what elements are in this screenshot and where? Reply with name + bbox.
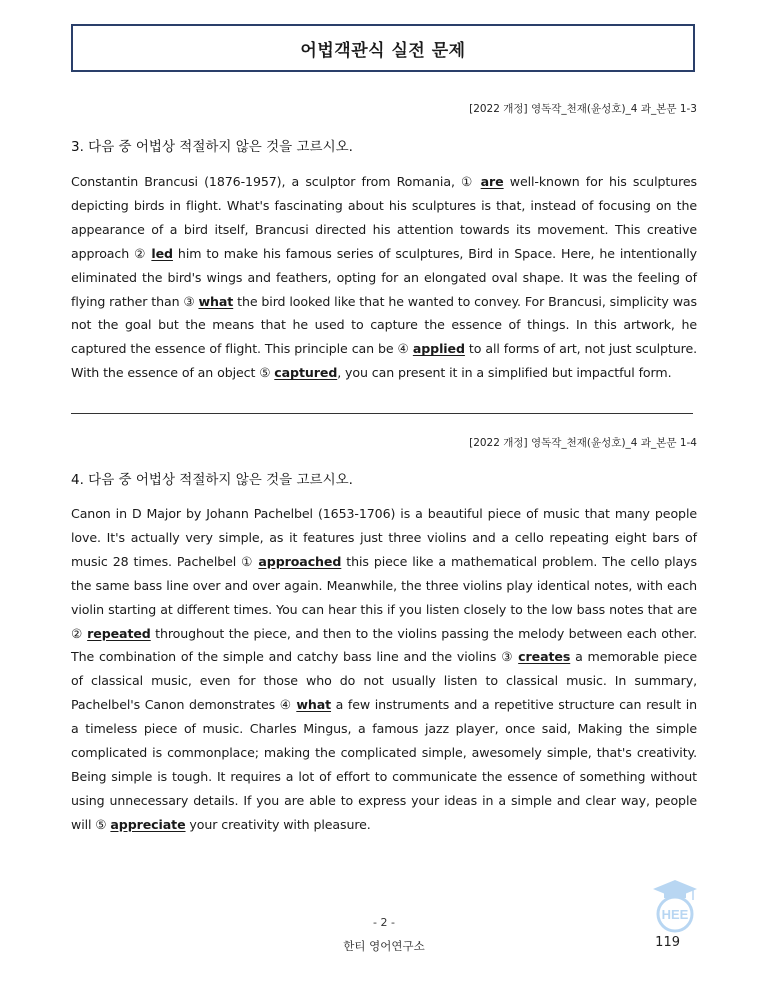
- title-box: [71, 24, 695, 72]
- passage-text: a few instruments and a repetitive structure can result in a timeless piece of music. Charles Mingus, a famous jazz player, once said, Making the simple complicated is commonplace; making the complicated simple, awesomely simple, that's creativity. Being simple is tough. It requires a lot of effort to communicate the essence of something without using unnecessary details. If you are able to express your ideas in a simple and clear way, people will ⑤: [71, 697, 697, 832]
- passage-text: a memorable piece of classical music, even for those who do not usually listen to classical music. In summary, Pachelbel's Canon demonstrates ④: [71, 649, 697, 713]
- footer-org: 한티 영어연구소: [343, 939, 425, 953]
- q4-passage: [71, 502, 697, 837]
- logo-text: HEE: [661, 907, 689, 922]
- passage-text: him to make his famous series of sculptures, Bird in Space. Here, he intentionally eliminated the bird's wings and feathers, opting for an elongated oval shape. It was the feeling of flying rather than ③: [71, 245, 697, 309]
- q3-source: [2022 개정] 영독작_천재(윤성호)_4 과_본문 1-3: [469, 103, 697, 115]
- underlined-word: repeated: [87, 625, 151, 641]
- underlined-word: creates: [518, 649, 571, 665]
- underlined-word: approached: [258, 553, 342, 569]
- page-title: 어법객관식 실전 문제: [300, 40, 466, 61]
- underlined-word: appreciate: [110, 816, 186, 832]
- underlined-word: applied: [412, 341, 465, 357]
- passage-text: well-known for his sculptures depicting birds in flight. What's fascinating about his sculptures is that, instead of focusing on the appearance of a bird itself, Brancusi directed his attention towards its movement. This creative approach ②: [71, 174, 697, 261]
- q3-question: 3. 다음 중 어법상 적절하지 않은 것을 고르시오.: [71, 139, 353, 155]
- passage-text: your creativity with pleasure.: [185, 816, 371, 832]
- underlined-word: led: [151, 245, 173, 261]
- underlined-word: what: [296, 697, 332, 713]
- underlined-word: captured: [274, 365, 338, 381]
- passage-text: throughout the piece, and then to the violins passing the melody between each other. The combination of the simple and catchy bass line and the violins ③: [71, 625, 697, 665]
- passage-text: the bird looked like that he wanted to convey. For Brancusi, simplicity was not the goal but the means that he used to capture the essence of things. In this artwork, he captured the essence of flight. This principle can be ④: [71, 293, 697, 357]
- passage-text: Constantin Brancusi (1876-1957), a sculptor from Romania, ①: [71, 174, 481, 189]
- page-number: - 2 -: [373, 916, 395, 929]
- passage-text: , you can present it in a simplified but impactful form.: [337, 365, 672, 381]
- passage-text: to all forms of art, not just sculpture. With the essence of an object ⑤: [71, 341, 697, 381]
- passage-text: this piece like a mathematical problem. The cello plays the same bass line over and over again. Meanwhile, the three violins play identical notes, with each violin starting at different times. You can hear this if you listen closely to the low bass notes that are ②: [71, 553, 697, 641]
- section-divider: [71, 413, 693, 414]
- passage-text: Canon in D Major by Johann Pachelbel (1653-1706) is a beautiful piece of music that many people love. It's actually very simple, as it features just three violins and a cello repeating eight bars of music 28 times. Pachelbel ①: [71, 506, 697, 569]
- footer-count: 119: [655, 935, 680, 950]
- underlined-word: what: [198, 293, 234, 309]
- underlined-word: are: [480, 174, 504, 189]
- q3-passage: [71, 170, 697, 385]
- q4-question: 4. 다음 중 어법상 적절하지 않은 것을 고르시오.: [71, 472, 353, 488]
- q4-source: [2022 개정] 영독작_천재(윤성호)_4 과_본문 1-4: [469, 437, 697, 449]
